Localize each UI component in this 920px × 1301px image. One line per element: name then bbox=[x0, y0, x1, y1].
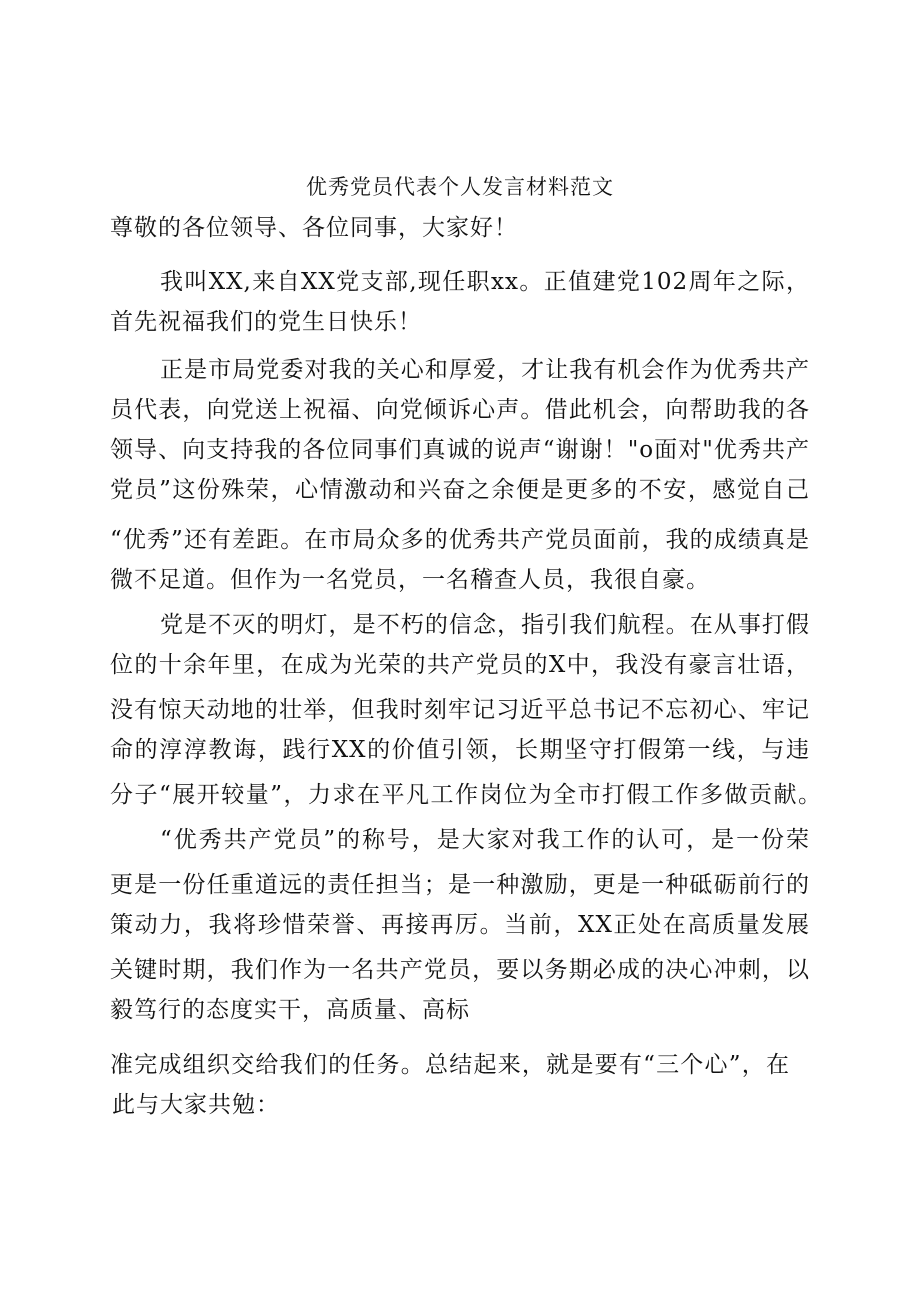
text-line: 准完成组织交给我们的任务。总结起来，就是要有“三个心”，在 bbox=[110, 1052, 790, 1078]
text-line: 关键时期，我们作为一名共产党员，要以务期必成的决心冲刺，以 bbox=[110, 957, 810, 983]
document-title: 优秀党员代表个人发言材料范文 bbox=[306, 175, 614, 199]
text-line: 命的淳淳教诲，践行XX的价值引领，长期坚守打假第一线，与违 bbox=[110, 737, 810, 763]
text-line: 位的十余年里，在成为光荣的共产党员的X中，我没有豪言壮语， bbox=[110, 652, 810, 678]
text-line: 策动力，我将珍惜荣誉、再接再厉。当前，XX正处在高质量发展 bbox=[110, 912, 810, 938]
text-line: “优秀共产党员”的称号，是大家对我工作的认可，是一份荣 bbox=[160, 827, 810, 853]
text-line: 党员”这份殊荣，心情激动和兴奋之余便是更多的不安，感觉自己 bbox=[110, 477, 810, 503]
text-line: 没有惊天动地的壮举，但我时刻牢记习近平总书记不忘初心、牢记 bbox=[110, 697, 810, 723]
text-line: 党是不灭的明灯，是不朽的信念，指引我们航程。在从事打假 bbox=[160, 612, 810, 638]
text-line: 领导、向支持我的各位同事们真诚的说声“谢谢！"o面对"优秀共产 bbox=[110, 437, 810, 463]
greeting-line: 尊敬的各位领导、各位同事，大家好！ bbox=[110, 215, 518, 241]
text-line: 首先祝福我们的党生日快乐！ bbox=[110, 309, 422, 335]
text-line: 分子“展开较量”，力求在平凡工作岗位为全市打假工作多做贡献。 bbox=[110, 782, 822, 808]
text-line: 我叫XX,来自XX党支部,现任职xx。正值建党102周年之际， bbox=[160, 269, 810, 295]
text-line: 毅笃行的态度实干，高质量、高标 bbox=[110, 997, 470, 1023]
text-line: “优秀”还有差距。在市局众多的优秀共产党员面前，我的成绩真是 bbox=[110, 527, 810, 553]
text-line: 正是市局党委对我的关心和厚爱，才让我有机会作为优秀共产 bbox=[160, 357, 810, 383]
text-line: 此与大家共勉： bbox=[112, 1092, 280, 1118]
text-line: 员代表，向党送上祝福、向党倾诉心声。借此机会，向帮助我的各 bbox=[110, 397, 810, 423]
text-line: 微不足道。但作为一名党员，一名稽查人员，我很自豪。 bbox=[110, 567, 710, 593]
text-line: 更是一份任重道远的责任担当；是一种激励，更是一种砥砺前行的 bbox=[110, 872, 810, 898]
